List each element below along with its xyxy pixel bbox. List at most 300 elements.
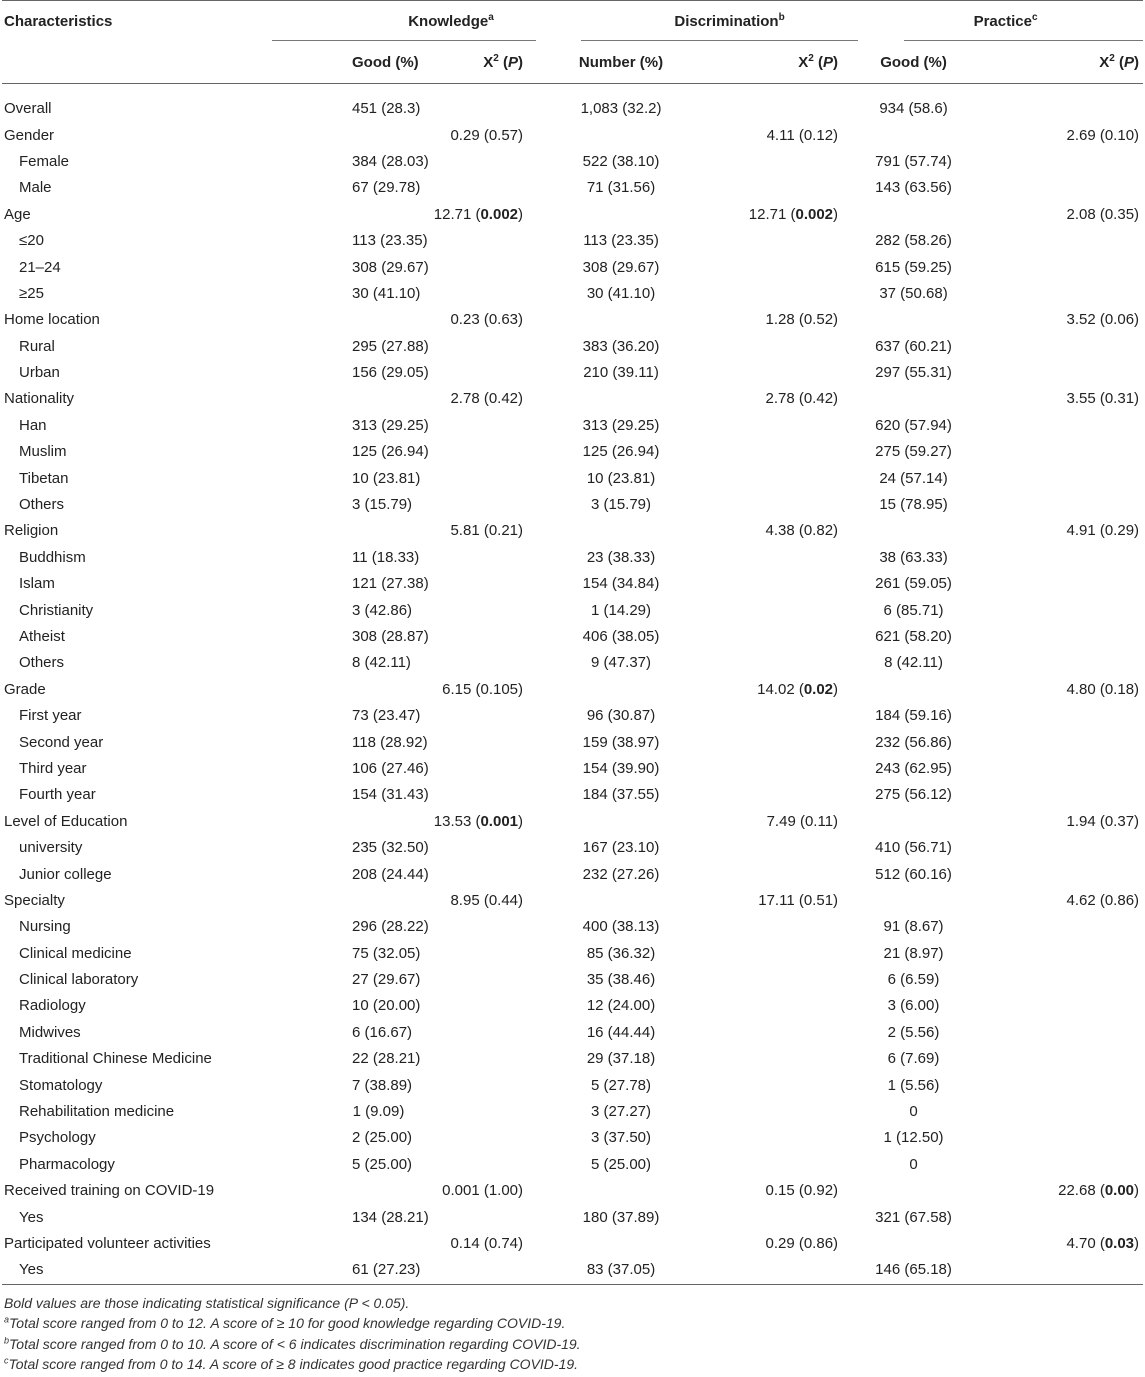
discrimination-x2	[679, 1125, 862, 1151]
table-row	[2, 914, 1143, 940]
practice-good: 321 (67.58)	[875, 1208, 952, 1226]
discrimination-x2: 14.02 (0.02)	[757, 680, 839, 698]
knowledge-x2: 8.95 (0.44)	[450, 891, 524, 909]
discrimination-number: 96 (30.87)	[586, 707, 656, 725]
row-label: Fourth year	[19, 786, 96, 804]
row-label: ≥25	[19, 284, 44, 302]
discrimination-number: 3 (15.79)	[590, 496, 652, 514]
knowledge-x2	[405, 84, 545, 123]
knowledge-good	[272, 1231, 405, 1257]
knowledge-x2: 6.15 (0.105)	[442, 680, 524, 698]
row-label: Stomatology	[19, 1076, 103, 1094]
knowledge-good: 451 (28.3)	[352, 100, 421, 118]
practice-good: 1 (12.50)	[883, 1129, 944, 1147]
discrimination-x2	[679, 782, 862, 808]
practice-good: 2 (5.56)	[887, 1023, 940, 1041]
row-label: Muslim	[19, 443, 67, 461]
knowledge-good: 75 (32.05)	[352, 944, 421, 962]
table-row	[2, 439, 1143, 465]
practice-good	[862, 888, 965, 914]
knowledge-good: 67 (29.78)	[352, 179, 421, 197]
row-label: Third year	[19, 759, 87, 777]
table-row	[2, 492, 1143, 518]
discrimination-number: 85 (36.32)	[586, 944, 656, 962]
practice-label: Practice	[973, 13, 1032, 30]
header-practice	[862, 1, 1143, 44]
table-row	[2, 1125, 1143, 1151]
discrimination-x2: 12.71 (0.002)	[748, 205, 839, 223]
discrimination-number: 113 (23.35)	[583, 232, 659, 250]
discrimination-number	[545, 1178, 679, 1204]
knowledge-good: 313 (29.25)	[352, 416, 429, 434]
discrimination-number: 154 (39.90)	[582, 759, 660, 777]
knowledge-good	[272, 386, 405, 412]
discrimination-x2	[679, 334, 862, 360]
discrimination-number: 29 (37.18)	[586, 1050, 656, 1068]
discrimination-x2	[679, 492, 862, 518]
discrimination-x2	[679, 650, 862, 676]
knowledge-good: 5 (25.00)	[352, 1155, 413, 1173]
discrimination-x2	[679, 571, 862, 597]
practice-good: 620 (57.94)	[875, 416, 952, 434]
practice-good: 143 (63.56)	[875, 179, 952, 197]
discrimination-x2	[679, 228, 862, 254]
knowledge-good: 27 (29.67)	[352, 971, 421, 989]
knowledge-good: 7 (38.89)	[352, 1076, 413, 1094]
discrimination-number: 5 (25.00)	[590, 1155, 652, 1173]
header-discrimination-x2: $X^2$ (P)	[798, 53, 839, 71]
knowledge-good: 125 (26.94)	[352, 443, 429, 461]
practice-x2	[965, 729, 1143, 755]
row-label: Tibetan	[19, 469, 69, 487]
practice-good: 6 (7.69)	[887, 1050, 940, 1068]
discrimination-number: 16 (44.44)	[586, 1023, 656, 1041]
discrimination-x2	[679, 1152, 862, 1178]
knowledge-label: Knowledge	[408, 13, 489, 30]
row-label: Religion	[4, 522, 59, 540]
discrimination-x2	[679, 624, 862, 650]
discrimination-number: 10 (23.81)	[586, 469, 656, 487]
knowledge-good: 308 (29.67)	[352, 258, 429, 276]
knowledge-good: 384 (28.03)	[352, 152, 429, 170]
knowledge-good	[272, 518, 405, 544]
practice-x2	[965, 650, 1143, 676]
practice-good: 15 (78.95)	[879, 496, 948, 514]
practice-good: 637 (60.21)	[875, 337, 952, 355]
row-label: Psychology	[19, 1129, 96, 1147]
knowledge-good	[272, 307, 405, 333]
knowledge-good: 3 (15.79)	[352, 496, 413, 514]
practice-good	[862, 202, 965, 228]
discrimination-number: 400 (38.13)	[582, 918, 660, 936]
knowledge-x2	[405, 597, 545, 623]
discrimination-x2	[679, 281, 862, 307]
practice-good: 615 (59.25)	[875, 258, 952, 276]
practice-x2	[965, 597, 1143, 623]
row-label: ≤20	[19, 232, 44, 250]
practice-good: 232 (56.86)	[875, 733, 952, 751]
discrimination-x2	[679, 1072, 862, 1098]
practice-good: 0	[909, 1155, 918, 1173]
practice-x2	[965, 465, 1143, 491]
knowledge-x2: 13.53 (0.001)	[433, 812, 524, 830]
table-row	[2, 202, 1143, 228]
table-row	[2, 677, 1143, 703]
discrimination-number: 1 (14.29)	[590, 601, 652, 619]
discrimination-number: 30 (41.10)	[586, 284, 656, 302]
table-row	[2, 941, 1143, 967]
knowledge-good	[272, 202, 405, 228]
knowledge-x2	[405, 1257, 545, 1284]
table-row	[2, 228, 1143, 254]
discrimination-x2	[679, 254, 862, 280]
practice-good: 184 (59.16)	[875, 707, 952, 725]
practice-x2	[965, 703, 1143, 729]
table-row	[2, 571, 1143, 597]
row-label: Christianity	[19, 601, 94, 619]
practice-good: 38 (63.33)	[879, 548, 948, 566]
row-label: Others	[19, 496, 65, 514]
discrimination-number	[545, 122, 679, 148]
row-label: Junior college	[19, 865, 112, 883]
knowledge-good: 295 (27.88)	[352, 337, 429, 355]
table-row	[2, 254, 1143, 280]
row-label: Overall	[4, 100, 52, 118]
header-knowledge	[272, 1, 545, 44]
practice-x2	[965, 1020, 1143, 1046]
results-table-container	[2, 0, 1143, 1375]
knowledge-x2	[405, 993, 545, 1019]
row-label: Islam	[19, 575, 55, 593]
practice-x2	[965, 941, 1143, 967]
discrimination-x2	[679, 1020, 862, 1046]
row-label: Urban	[19, 364, 60, 382]
knowledge-good: 3 (42.86)	[352, 601, 413, 619]
table-footnotes	[2, 1293, 1143, 1375]
practice-x2: 1.94 (0.37)	[1066, 812, 1140, 830]
knowledge-x2	[405, 545, 545, 571]
knowledge-good: 11 (18.33)	[352, 548, 420, 566]
knowledge-good: 156 (29.05)	[352, 364, 429, 382]
row-label: Nationality	[4, 390, 75, 408]
discrimination-number: 232 (27.26)	[582, 865, 660, 883]
discrimination-x2: 2.78 (0.42)	[765, 390, 839, 408]
table-row	[2, 624, 1143, 650]
discrimination-x2	[679, 861, 862, 887]
row-label: Participated volunteer activities	[4, 1234, 211, 1252]
practice-good: 791 (57.74)	[875, 152, 952, 170]
knowledge-good: 10 (23.81)	[352, 469, 421, 487]
row-label: Male	[19, 179, 52, 197]
discrimination-sup: b	[778, 12, 785, 23]
discrimination-number: 159 (38.97)	[582, 733, 660, 751]
practice-x2	[965, 545, 1143, 571]
knowledge-good: 154 (31.43)	[352, 786, 429, 804]
knowledge-x2	[405, 650, 545, 676]
practice-good: 3 (6.00)	[887, 997, 940, 1015]
discrimination-x2: 7.49 (0.11)	[766, 812, 839, 830]
knowledge-good	[272, 809, 405, 835]
practice-x2	[965, 782, 1143, 808]
row-label: Han	[19, 416, 47, 434]
practice-x2	[965, 967, 1143, 993]
header-characteristics: Characteristics	[4, 13, 113, 30]
table-row	[2, 809, 1143, 835]
practice-x2: 3.55 (0.31)	[1066, 390, 1140, 408]
practice-x2	[965, 835, 1143, 861]
practice-good	[862, 518, 965, 544]
header-row-columns	[2, 43, 1143, 84]
header-knowledge-x2: $X^2$ (P)	[483, 53, 524, 71]
table-row	[2, 729, 1143, 755]
row-label: Rehabilitation medicine	[19, 1103, 175, 1121]
discrimination-number: 83 (37.05)	[545, 1257, 679, 1284]
knowledge-good	[272, 677, 405, 703]
discrimination-number: 167 (23.10)	[582, 839, 660, 857]
practice-good: 410 (56.71)	[875, 839, 952, 857]
practice-x2: 4.80 (0.18)	[1066, 680, 1140, 698]
header-practice-good: Good (%)	[880, 54, 947, 71]
discrimination-x2	[679, 413, 862, 439]
discrimination-x2	[679, 84, 862, 123]
knowledge-good: 118 (28.92)	[352, 733, 428, 751]
knowledge-good: 113 (23.35)	[352, 232, 428, 250]
practice-x2: 4.91 (0.29)	[1066, 522, 1140, 540]
discrimination-number: 3 (27.27)	[590, 1103, 652, 1121]
footnote-b: $^b$Total score ranged from 0 to 10. A score of < 6 indicates discrimination regarding COVID-19.	[4, 1334, 581, 1352]
practice-good: 37 (50.68)	[879, 284, 948, 302]
row-label: Yes	[2, 1257, 272, 1284]
discrimination-x2	[679, 967, 862, 993]
knowledge-good: 1 (9.09)	[352, 1103, 405, 1121]
knowledge-x2: 0.23 (0.63)	[450, 311, 524, 329]
discrimination-x2: 4.11 (0.12)	[766, 126, 839, 144]
practice-x2	[965, 1257, 1143, 1284]
table-row	[2, 1046, 1143, 1072]
table-row	[2, 386, 1143, 412]
practice-x2	[965, 1152, 1143, 1178]
practice-x2	[965, 281, 1143, 307]
discrimination-x2	[679, 149, 862, 175]
knowledge-x2	[405, 1099, 545, 1125]
practice-x2: 4.70 (0.03)	[1066, 1234, 1140, 1252]
discrimination-number: 35 (38.46)	[586, 971, 656, 989]
knowledge-x2	[405, 1046, 545, 1072]
discrimination-number	[545, 307, 679, 333]
row-label: Age	[4, 205, 31, 223]
practice-x2	[965, 624, 1143, 650]
practice-good: 261 (59.05)	[875, 575, 952, 593]
knowledge-good: 308 (28.87)	[352, 628, 429, 645]
knowledge-x2	[405, 1125, 545, 1151]
header-discrimination-number: Number (%)	[578, 54, 664, 71]
practice-good: 0	[909, 1103, 918, 1121]
results-table	[2, 0, 1143, 1285]
discrimination-x2	[679, 835, 862, 861]
practice-good: 934 (58.6)	[879, 100, 948, 118]
header-discrimination	[545, 1, 862, 44]
knowledge-x2	[405, 1152, 545, 1178]
knowledge-x2	[405, 1020, 545, 1046]
knowledge-good: 235 (32.50)	[352, 839, 429, 857]
practice-x2	[965, 1072, 1143, 1098]
discrimination-number: 3 (37.50)	[590, 1129, 652, 1147]
discrimination-number: 184 (37.55)	[582, 786, 660, 804]
practice-good: 21 (8.97)	[883, 944, 944, 962]
discrimination-x2	[679, 545, 862, 571]
table-row	[2, 1020, 1143, 1046]
table-body	[2, 84, 1143, 1285]
practice-x2	[965, 1099, 1143, 1125]
practice-x2	[965, 993, 1143, 1019]
knowledge-x2: 12.71 (0.002)	[433, 205, 524, 223]
table-row	[2, 413, 1143, 439]
knowledge-sup: a	[488, 12, 494, 23]
row-label: Yes	[19, 1208, 44, 1226]
table-row	[2, 1257, 1143, 1284]
practice-x2	[965, 439, 1143, 465]
table-row	[2, 993, 1143, 1019]
discrimination-x2	[679, 465, 862, 491]
table-row	[2, 835, 1143, 861]
discrimination-number: 383 (36.20)	[582, 337, 660, 355]
discrimination-number: 308 (29.67)	[582, 258, 660, 276]
practice-good	[862, 122, 965, 148]
practice-good	[862, 1178, 965, 1204]
practice-good	[862, 307, 965, 333]
knowledge-good: 121 (27.38)	[352, 575, 429, 593]
discrimination-x2	[679, 1099, 862, 1125]
practice-good	[862, 677, 965, 703]
practice-x2	[965, 254, 1143, 280]
table-row	[2, 1178, 1143, 1204]
row-label: Gender	[4, 126, 55, 144]
table-row	[2, 756, 1143, 782]
knowledge-good: 30 (41.10)	[352, 284, 421, 302]
discrimination-x2	[679, 597, 862, 623]
table-row	[2, 465, 1143, 491]
practice-sup: c	[1031, 12, 1038, 23]
discrimination-number	[545, 809, 679, 835]
discrimination-x2	[679, 756, 862, 782]
practice-x2: 4.62 (0.86)	[1066, 891, 1140, 909]
table-row	[2, 782, 1143, 808]
practice-good: 6 (6.59)	[887, 971, 940, 989]
practice-good: 275 (59.27)	[875, 443, 952, 461]
practice-x2	[965, 756, 1143, 782]
discrimination-x2	[679, 703, 862, 729]
knowledge-x2	[405, 175, 545, 201]
table-row	[2, 175, 1143, 201]
header-practice-x2: $X^2$ (P)	[1099, 53, 1140, 71]
discrimination-number: 9 (47.37)	[590, 654, 652, 672]
practice-good: 275 (56.12)	[875, 786, 952, 804]
header-knowledge-good: Good (%)	[352, 54, 419, 71]
discrimination-number: 210 (39.11)	[583, 364, 659, 382]
table-row	[2, 518, 1143, 544]
discrimination-number: 23 (38.33)	[586, 548, 656, 566]
table-row	[2, 334, 1143, 360]
knowledge-x2: 0.29 (0.57)	[450, 126, 524, 144]
discrimination-number	[545, 202, 679, 228]
knowledge-good	[272, 888, 405, 914]
footnote-c: $^c$Total score ranged from 0 to 14. A score of ≥ 8 indicates good practice regarding COVID-19.	[4, 1355, 579, 1373]
row-label: Specialty	[4, 891, 65, 909]
practice-x2	[965, 360, 1143, 386]
practice-good	[862, 386, 965, 412]
practice-x2	[965, 914, 1143, 940]
knowledge-x2: 0.14 (0.74)	[450, 1234, 524, 1252]
discrimination-number: 125 (26.94)	[582, 443, 660, 461]
discrimination-label: Discrimination	[674, 13, 779, 30]
discrimination-x2	[679, 914, 862, 940]
discrimination-x2: 17.11 (0.51)	[758, 891, 839, 909]
row-label: Grade	[4, 680, 46, 698]
knowledge-good: 296 (28.22)	[352, 918, 429, 936]
table-row	[2, 597, 1143, 623]
knowledge-good	[272, 1178, 405, 1204]
row-label: Atheist	[19, 628, 65, 645]
knowledge-x2	[405, 465, 545, 491]
discrimination-number	[545, 386, 679, 412]
knowledge-good: 73 (23.47)	[352, 707, 421, 725]
practice-x2	[965, 492, 1143, 518]
knowledge-good: 6 (16.67)	[352, 1023, 413, 1041]
practice-x2	[965, 228, 1143, 254]
row-label: Second year	[19, 733, 104, 751]
discrimination-x2: 0.29 (0.86)	[765, 1234, 839, 1252]
table-row	[2, 1204, 1143, 1230]
footnote-bold: Bold values are those indicating statistical significance (P < 0.05).	[4, 1294, 410, 1311]
practice-x2: 2.69 (0.10)	[1066, 126, 1140, 144]
discrimination-x2: 1.28 (0.52)	[765, 311, 839, 329]
table-row	[2, 360, 1143, 386]
table-row	[2, 84, 1143, 123]
table-row	[2, 703, 1143, 729]
discrimination-number: 12 (24.00)	[586, 997, 656, 1015]
table-row	[2, 1231, 1143, 1257]
discrimination-x2: 4.38 (0.82)	[765, 522, 839, 540]
knowledge-x2	[405, 703, 545, 729]
footnote-a: $^a$Total score ranged from 0 to 12. A score of ≥ 10 for good knowledge regarding COVID-19.	[4, 1314, 566, 1332]
row-label: Radiology	[19, 997, 86, 1015]
row-label: Received training on COVID-19	[4, 1182, 215, 1200]
row-label: Buddhism	[19, 548, 86, 566]
discrimination-number	[545, 888, 679, 914]
discrimination-number	[545, 677, 679, 703]
discrimination-number	[545, 1231, 679, 1257]
knowledge-good: 134 (28.21)	[352, 1208, 429, 1226]
discrimination-number: 522 (38.10)	[582, 152, 660, 170]
row-label: Nursing	[19, 918, 71, 936]
row-label: Traditional Chinese Medicine	[19, 1050, 212, 1068]
discrimination-number: 406 (38.05)	[582, 628, 660, 645]
practice-good: 6 (85.71)	[883, 601, 944, 619]
table-row	[2, 1152, 1143, 1178]
practice-x2: 3.52 (0.06)	[1066, 311, 1140, 329]
knowledge-x2	[405, 1072, 545, 1098]
practice-good: 243 (62.95)	[875, 759, 952, 777]
knowledge-good: 10 (20.00)	[352, 997, 421, 1015]
discrimination-x2: 0.15 (0.92)	[765, 1182, 839, 1200]
row-label: 21–24	[19, 258, 61, 276]
discrimination-x2	[679, 941, 862, 967]
discrimination-x2	[679, 439, 862, 465]
row-label: Clinical laboratory	[19, 971, 139, 989]
practice-x2	[965, 413, 1143, 439]
practice-good: 621 (58.20)	[875, 628, 952, 645]
discrimination-number: 5 (27.78)	[590, 1076, 652, 1094]
